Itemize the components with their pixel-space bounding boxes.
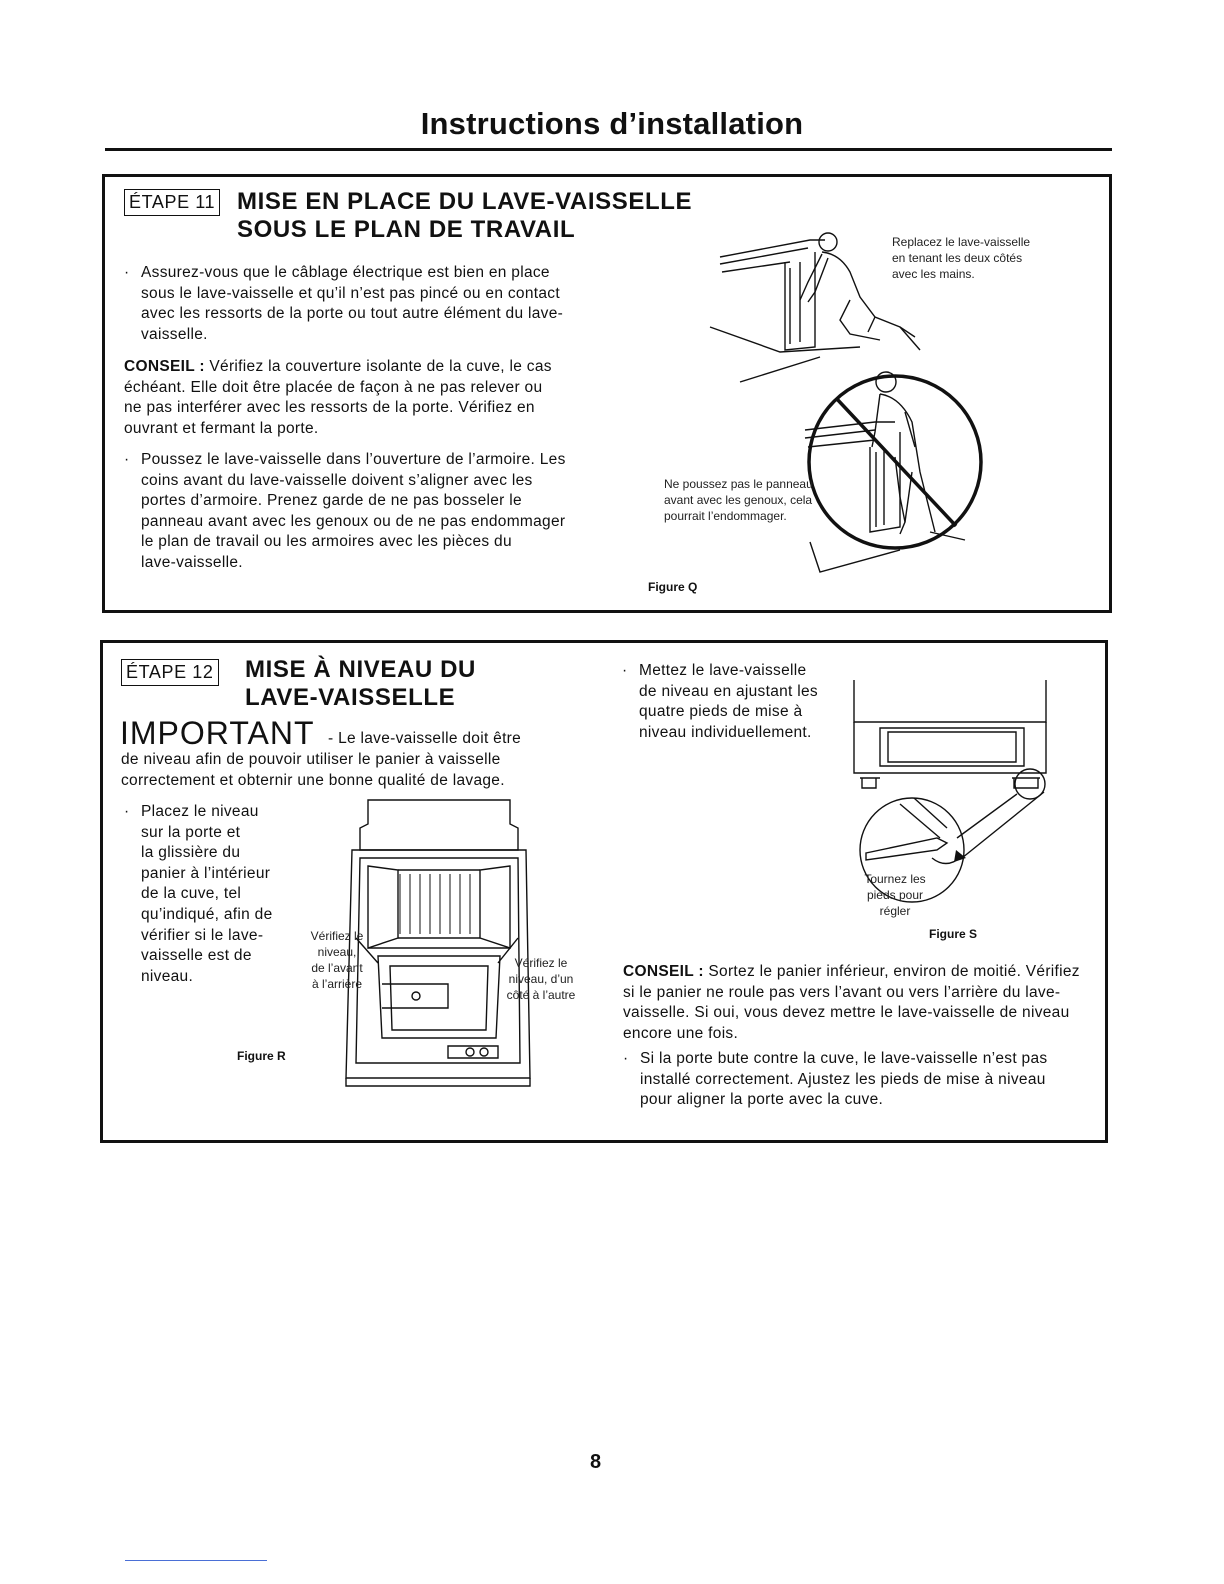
step-11-tag: ÉTAPE 11 — [124, 189, 220, 216]
important-word: IMPORTANT — [120, 715, 315, 751]
figure-q-caption-top: Replacez le lave-vaisselle en tenant les deux côtés avec les mains. — [892, 235, 1031, 281]
page-title: Instructions d’installation — [420, 106, 804, 141]
step-12-tip: CONSEIL : Sortez le panier inférieur, environ de moitié. Vérifiez si le panier ne roule pas vers l’avant ou vers l’arrière du lave- vaisselle. Si oui, vous devez mettre le lave-vaisselle de niveau encore une fois. — [623, 963, 1080, 1042]
figure-s-label: Figure S — [929, 927, 978, 941]
step-12-heading-line2: LAVE-VAISSELLE — [245, 684, 456, 711]
step-12-bullet-3: Si la porte bute contre la cuve, le lave-vaisselle n’est pas installé correctement. Ajustez les pieds de mise à niveau pour aligner la porte avec la cuve. — [640, 1050, 1048, 1109]
figure-s-caption: Tournez les pieds pour régler — [864, 872, 926, 918]
figure-r-caption-right: Vérifiez le niveau, d’un côté à l’autre — [506, 956, 576, 1002]
important-text: de niveau afin de pouvoir utiliser le panier à vaisselle correctement et obternir une bonne qualité de lavage. — [121, 751, 505, 789]
step-11-heading-line1: MISE EN PLACE DU LAVE-VAISSELLE — [237, 188, 693, 215]
tip-label: CONSEIL : — [623, 963, 704, 980]
step-11-bullet-2: Poussez le lave-vaisselle dans l’ouverture de l’armoire. Les coins avant du lave-vaisselle doivent s’aligner avec les portes d’armoire. Prenez garde de ne pas bosseler le panneau avant avec les genoux ou de ne pas endommager le plan de travail ou les armoires avec les pièces du lave-vaisselle. — [141, 451, 566, 571]
title-rule — [105, 148, 1112, 151]
step-12-bullet-2: Mettez le lave-vaisselle de niveau en ajustant les quatre pieds de mise à niveau individuellement. — [639, 662, 818, 741]
figure-q-caption-bottom: Ne poussez pas le panneau avant avec les genoux, cela pourrait l’endommager. — [664, 477, 813, 523]
bullet-dot: · — [124, 803, 130, 820]
figure-r-illustration — [338, 798, 538, 1090]
step-12-heading-line1: MISE À NIVEAU DU — [245, 656, 476, 683]
figure-r-label: Figure R — [237, 1049, 286, 1063]
bullet-dot: · — [124, 451, 130, 468]
page-number: 8 — [590, 1451, 602, 1473]
important-rest: - Le lave-vaisselle doit être — [328, 730, 522, 747]
step-11-bullet-1: Assurez-vous que le câblage électrique est bien en place sous le lave-vaisselle et qu’il n’est pas pincé ou en contact avec les ressorts de la porte ou tout autre élément du lave- vaisselle. — [141, 264, 564, 343]
bullet-dot: · — [622, 662, 628, 679]
bullet-dot: · — [623, 1050, 629, 1067]
step-11-heading-line2: SOUS LE PLAN DE TRAVAIL — [237, 216, 576, 243]
tip-label: CONSEIL : — [124, 358, 205, 375]
step-12-tag: ÉTAPE 12 — [121, 659, 219, 686]
step-12-bullet-1: Placez le niveau sur la porte et la glissière du panier à l’intérieur de la cuve, tel qu’indiqué, afin de vérifier si le lave- vaisselle est de niveau. — [141, 803, 273, 985]
figure-r-caption-left: Vérifiez le niveau, de l’avant à l’arrière — [310, 929, 364, 991]
footer-link-line — [125, 1560, 267, 1561]
figure-q-label: Figure Q — [648, 580, 698, 594]
bullet-dot: · — [124, 264, 130, 281]
step-11-tip: CONSEIL : Vérifiez la couverture isolante de la cuve, le cas échéant. Elle doit être placée de façon à ne pas relever ou ne pas interférer avec les ressorts de la porte. Vérifiez en ouvrant et fermant la porte. — [124, 358, 552, 437]
